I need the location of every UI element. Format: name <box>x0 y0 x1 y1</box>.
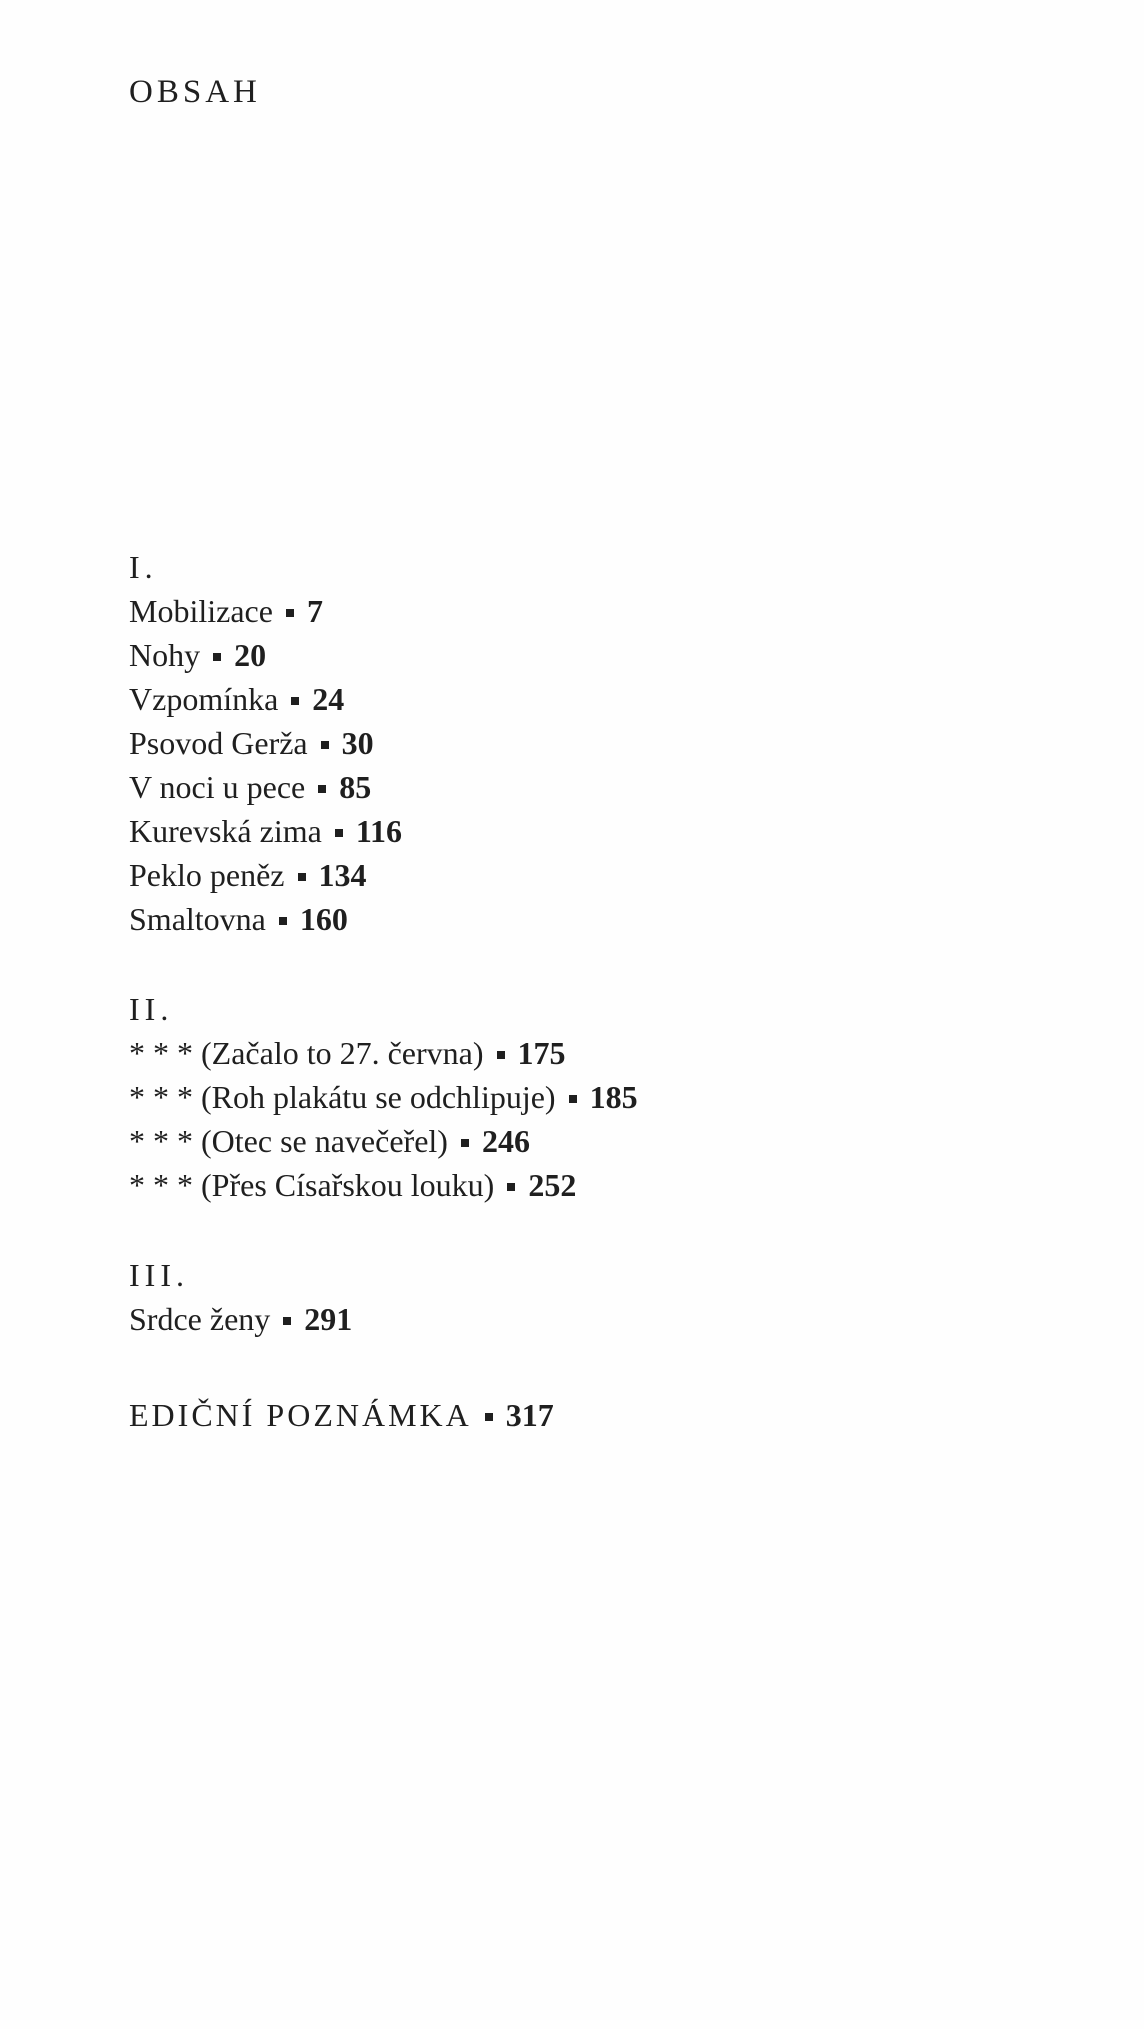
entry-page-number: 185 <box>589 1079 638 1115</box>
entry-page-number: 116 <box>355 813 403 849</box>
square-bullet-icon <box>318 785 326 793</box>
entry-page-number: 175 <box>517 1035 566 1071</box>
section-label: III. <box>129 1257 189 1293</box>
square-bullet-icon <box>507 1183 515 1191</box>
editorial-note-title: EDIČNÍ POZNÁMKA <box>129 1397 472 1433</box>
entry-page-number: 160 <box>299 901 348 937</box>
entry-page-number: 30 <box>341 725 374 761</box>
entry-title: Smaltovna <box>129 901 266 937</box>
entry-page-number: 291 <box>304 1301 353 1337</box>
entry-title: Psovod Gerža <box>129 725 308 761</box>
toc-entry <box>129 897 1109 941</box>
entry-title: Kurevská zima <box>129 813 322 849</box>
entry-title: Srdce ženy <box>129 1301 271 1337</box>
toc-entry <box>129 633 1109 677</box>
toc-entry <box>129 721 1109 765</box>
entry-page-number: 246 <box>481 1123 530 1159</box>
square-bullet-icon <box>279 917 287 925</box>
toc-entry <box>129 1297 1109 1341</box>
entry-page-number: 134 <box>318 857 367 893</box>
toc-entry <box>129 1031 1109 1075</box>
entry-title: * * * (Otec se navečeřel) <box>129 1123 448 1159</box>
entry-title: Peklo peněz <box>129 857 285 893</box>
entry-title: * * * (Přes Císařskou louku) <box>129 1167 495 1203</box>
section-label: I. <box>129 549 158 585</box>
entry-title: Vzpomínka <box>129 681 279 717</box>
entry-page-number: 20 <box>234 637 267 673</box>
toc-entry <box>129 765 1109 809</box>
editorial-note-page-number: 317 <box>505 1397 554 1433</box>
entry-title: * * * (Začalo to 27. června) <box>129 1035 484 1071</box>
square-bullet-icon <box>497 1051 505 1059</box>
entry-title: Mobilizace <box>129 593 273 629</box>
square-bullet-icon <box>291 697 299 705</box>
section-2 <box>129 987 1109 1207</box>
square-bullet-icon <box>213 653 221 661</box>
entry-page-number: 24 <box>312 681 345 717</box>
entry-title: * * * (Roh plakátu se odchlipuje) <box>129 1079 556 1115</box>
square-bullet-icon <box>298 873 306 881</box>
toc-entry <box>129 677 1109 721</box>
square-bullet-icon <box>283 1317 291 1325</box>
section-label: II. <box>129 991 174 1027</box>
square-bullet-icon <box>321 741 329 749</box>
square-bullet-icon <box>335 829 343 837</box>
toc-entry <box>129 853 1109 897</box>
toc-entry <box>129 1163 1109 1207</box>
section-1 <box>129 545 1109 941</box>
editorial-note-entry <box>129 1393 1109 1437</box>
square-bullet-icon <box>286 609 294 617</box>
entry-title: Nohy <box>129 637 201 673</box>
contents-heading: OBSAH <box>129 74 261 110</box>
entry-page-number: 252 <box>528 1167 577 1203</box>
toc-entry <box>129 809 1109 853</box>
entry-page-number: 7 <box>306 593 323 629</box>
section-3 <box>129 1253 1109 1341</box>
square-bullet-icon <box>485 1413 493 1421</box>
square-bullet-icon <box>569 1095 577 1103</box>
entry-page-number: 85 <box>339 769 372 805</box>
entry-title: V noci u pece <box>129 769 306 805</box>
toc-entry <box>129 589 1109 633</box>
table-of-contents <box>129 545 1109 1437</box>
toc-entry <box>129 1119 1109 1163</box>
toc-entry <box>129 1075 1109 1119</box>
square-bullet-icon <box>461 1139 469 1147</box>
